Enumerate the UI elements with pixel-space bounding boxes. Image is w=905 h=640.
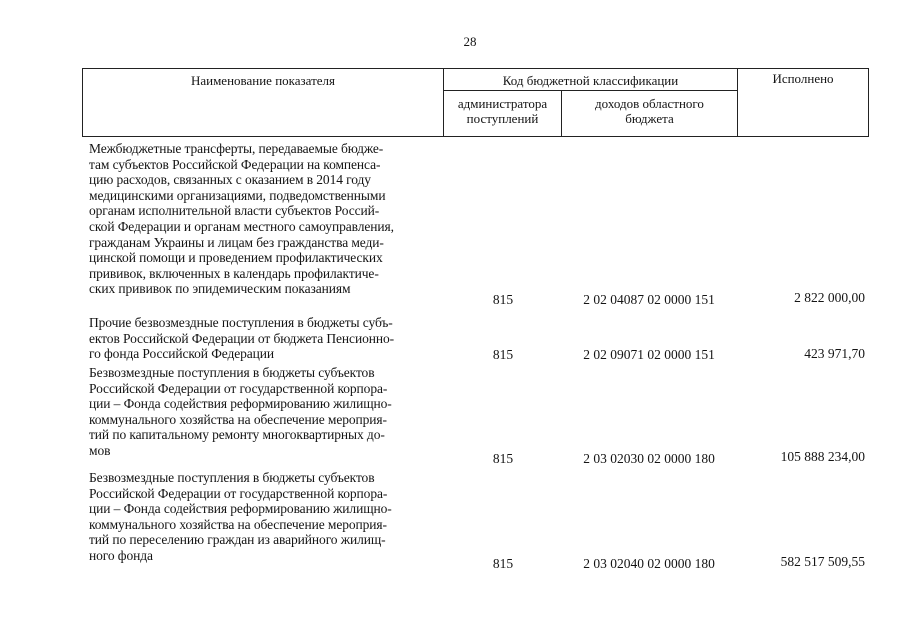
- row-name-line: Безвозмездные поступления в бюджеты субъектов: [89, 365, 375, 380]
- header-divider-code: [443, 90, 738, 91]
- row-name-line: Межбюджетные трансферты, передаваемые бюдже-: [89, 141, 384, 156]
- row-admin-code: 815: [492, 556, 514, 571]
- row-admin-code: 815: [492, 292, 514, 307]
- row-name-line: Безвозмездные поступления в бюджеты субъектов: [89, 470, 375, 485]
- row-name: [89, 365, 441, 459]
- row-executed-value: 582 517 509,55: [780, 554, 865, 569]
- row-name-line: ции – Фонда содействия реформированию жилищно-: [89, 396, 392, 412]
- row-name-line: мов: [89, 442, 111, 458]
- header-executed: Исполнено: [772, 71, 834, 86]
- row-name-line: прививок, включенных в календарь профилактиче-: [89, 265, 379, 281]
- row-admin-code: 815: [492, 451, 514, 466]
- row-name-line: тий по капитальному ремонту многоквартирных до-: [89, 427, 385, 443]
- row-income-code: 2 02 09071 02 0000 151: [583, 347, 715, 362]
- header-budget-code: Код бюджетной классификации: [502, 73, 679, 88]
- row-name: [89, 470, 441, 564]
- row-name-line: гражданам Украины и лицам без гражданства меди-: [89, 234, 384, 250]
- row-name-line: коммунального хозяйства на обеспечение мероприя-: [89, 516, 387, 532]
- row-name-line: там субъектов Российской Федерации на компенса-: [89, 156, 381, 172]
- header-income-line1: доходов областного: [595, 96, 704, 111]
- row-name-line: тий по переселению граждан из аварийного жилищ-: [89, 532, 386, 548]
- header-income: [562, 96, 737, 126]
- row-name-line: коммунального хозяйства на обеспечение мероприя-: [89, 411, 387, 427]
- row-name-line: цию расходов, связанных с оказанием в 2014 году: [89, 172, 371, 188]
- page-number: 28: [463, 34, 477, 49]
- row-income-code: 2 03 02030 02 0000 180: [583, 451, 715, 466]
- row-name-line: органам исполнительной власти субъектов Россий-: [89, 203, 380, 219]
- row-name-line: Российской Федерации от государственной корпора-: [89, 380, 388, 396]
- row-name-line: медицинскими организациями, подведомственными: [89, 187, 386, 203]
- row-name: [89, 141, 441, 297]
- row-name-line: ектов Российской Федерации от бюджета Пенсионно-: [89, 330, 395, 346]
- row-name-line: го фонда Российской Федерации: [89, 346, 275, 362]
- row-income-code: 2 02 04087 02 0000 151: [583, 292, 715, 307]
- row-admin-code: 815: [492, 347, 514, 362]
- row-executed-value: 423 971,70: [804, 346, 865, 361]
- row-name-line: ции – Фонда содействия реформированию жилищно-: [89, 501, 392, 517]
- row-name-line: ской Федерации и органам местного самоуправления,: [89, 218, 394, 234]
- header-income-line2: бюджета: [625, 111, 674, 126]
- row-name: [89, 315, 441, 362]
- row-name-line: Прочие безвозмездные поступления в бюджеты субъ-: [89, 315, 393, 330]
- row-name-line: Российской Федерации от государственной корпора-: [89, 485, 388, 501]
- row-name-line: цинской помощи и проведением профилактических: [89, 250, 383, 266]
- row-executed-value: 105 888 234,00: [780, 449, 865, 464]
- row-executed-value: 2 822 000,00: [794, 290, 865, 305]
- header-name: Наименование показателя: [190, 73, 336, 88]
- header-admin-line2: поступлений: [466, 111, 539, 126]
- row-income-code: 2 03 02040 02 0000 180: [583, 556, 715, 571]
- header-admin-line1: администратора: [457, 96, 548, 111]
- row-name-line: ного фонда: [89, 547, 153, 563]
- row-name-line: ских прививок по эпидемическим показаниям: [89, 281, 351, 297]
- header-admin: [444, 96, 561, 126]
